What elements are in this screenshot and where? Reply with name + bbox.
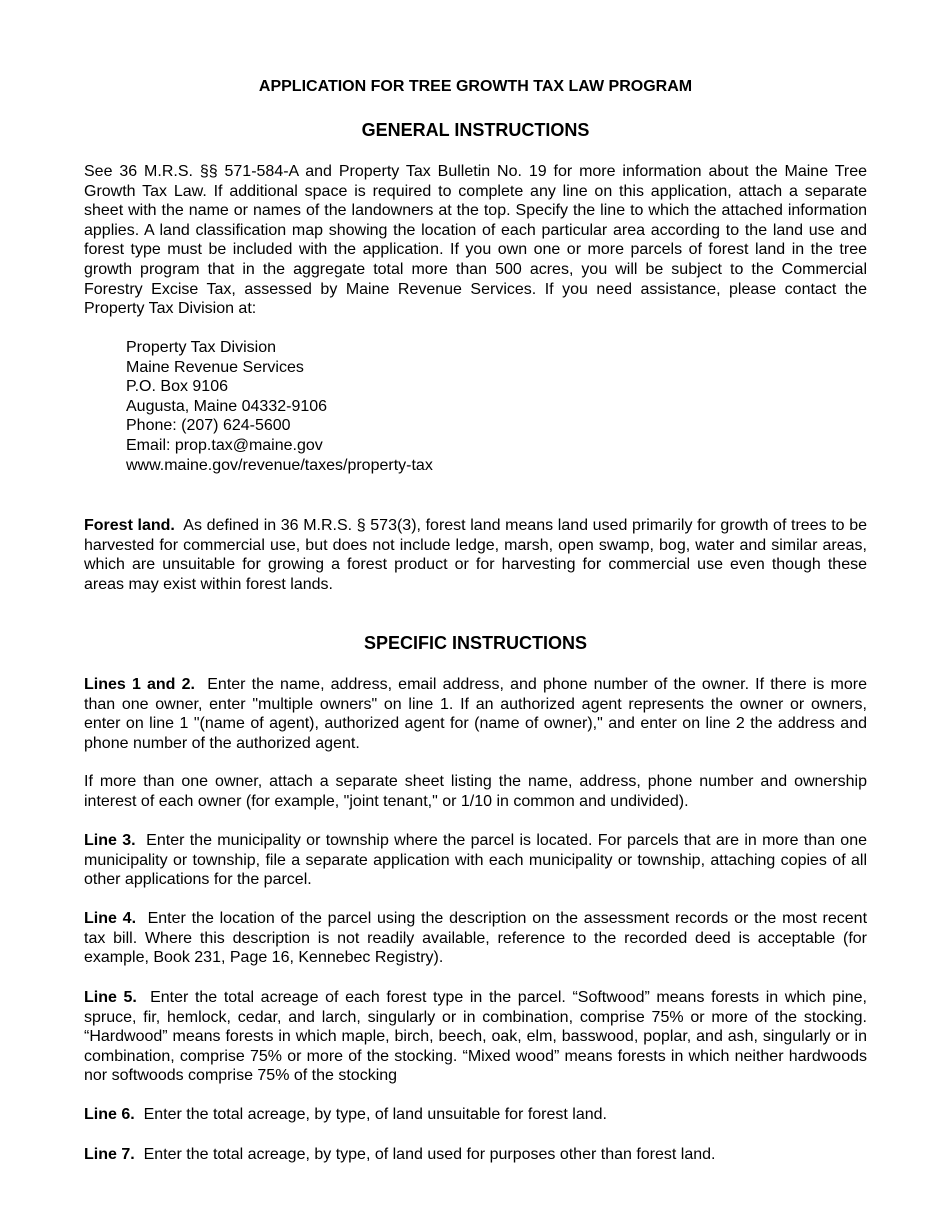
line-5-paragraph — [84, 988, 867, 1086]
line-6-label: Line 6. — [84, 1106, 135, 1123]
general-instructions-heading: GENERAL INSTRUCTIONS — [361, 120, 590, 140]
line-5-label: Line 5. — [84, 989, 137, 1006]
line-3-label: Line 3. — [84, 832, 136, 849]
lines-1-2-paragraph — [84, 675, 867, 753]
line-4-paragraph — [84, 909, 867, 968]
line-7-paragraph — [84, 1145, 867, 1165]
address-line-city: Augusta, Maine 04332-9106 — [126, 397, 328, 415]
line-6-paragraph — [84, 1105, 867, 1125]
specific-instructions-heading: SPECIFIC INSTRUCTIONS — [363, 633, 587, 653]
address-line-email: Email: prop.tax@maine.gov — [126, 436, 323, 454]
line-5-text: Enter the total acreage of each forest type in the parcel. “Softwood” means forests in which pine, spruce, fir, hemlock, cedar, and larch, singularly or in combination, comprise 75% or more of the stocking. “Hardwood” means forests in which maple, birch, beech, oak, elm, basswood, poplar, and ash, singularly or in combination, comprise 75% or more of the stocking. “Mixed wood” means forests in which neither hardwoods nor softwoods comprise 75% of the stocking — [84, 989, 867, 1085]
line-7-text: Enter the total acreage, by type, of land used for purposes other than forest land. — [143, 1146, 716, 1163]
forest-land-label: Forest land. — [84, 517, 175, 534]
line-4-label: Line 4. — [84, 910, 137, 927]
line-6-text: Enter the total acreage, by type, of land unsuitable for forest land. — [143, 1106, 607, 1123]
line-3-text: Enter the municipality or township where the parcel is located. For parcels that are in more than one municipality or township, file a separate application with each municipality or township, attaching copies of all other applications for the parcel. — [84, 832, 868, 889]
line-4-text: Enter the location of the parcel using the description on the assessment records or the most recent tax bill. Where this description is not readily available, reference to the recorded deed is acceptable (for example, Book 231, Page 16, Kennebec Registry). — [84, 910, 868, 967]
general-intro-paragraph: See 36 M.R.S. §§ 571-584-A and Property Tax Bulletin No. 19 for more information about the Maine Tree Growth Tax Law. If additional space is required to complete any line on this application, attach a separate sheet with the name or names of the landowners at the top. Specify the line to which the attached information applies. A land classification map showing the location of each particular area according to the land use and forest type must be included with the application. If you own one or more parcels of forest land in the tree growth program that in the aggregate total more than 500 acres, you will be subject to the Commercial Forestry Excise Tax, assessed by Maine Revenue Services. If you need assistance, please contact the Property Tax Division at: — [84, 163, 867, 318]
address-line-website: www.maine.gov/revenue/taxes/property-tax — [126, 456, 433, 474]
document-title: APPLICATION FOR TREE GROWTH TAX LAW PROGRAM — [258, 78, 693, 95]
forest-land-text: As defined in 36 M.R.S. § 573(3), forest land means land used primarily for growth of trees to be harvested for commercial use, but does not include ledge, marsh, open swamp, bog, water and similar areas, which are unsuitable for growing a forest product or for harvesting for commercial use even though these areas may exist within forest lands. — [84, 517, 867, 593]
contact-address-block — [126, 338, 433, 475]
address-line-po-box: P.O. Box 9106 — [126, 378, 228, 396]
address-line-division: Property Tax Division — [126, 339, 276, 356]
address-line-agency: Maine Revenue Services — [126, 358, 304, 376]
multiple-owner-paragraph: If more than one owner, attach a separate sheet listing the name, address, phone number and ownership interest of each owner (for example, "joint tenant," or 1/10 in common and undivided). — [84, 773, 867, 810]
lines-1-2-label: Lines 1 and 2. — [84, 676, 195, 693]
line-3-paragraph — [84, 831, 867, 890]
line-7-label: Line 7. — [84, 1146, 135, 1163]
forest-land-paragraph — [84, 516, 867, 594]
lines-1-2-text: Enter the name, address, email address, and phone number of the owner. If there is more than one owner, enter "multiple owners" on line 1. If an authorized agent represents the owner or owners, enter on line 1 "(name of agent), authorized agent for (name of owner)," and enter on line 2 the address and phone number of the authorized agent. — [84, 676, 867, 752]
address-line-phone: Phone: (207) 624-5600 — [126, 417, 291, 435]
